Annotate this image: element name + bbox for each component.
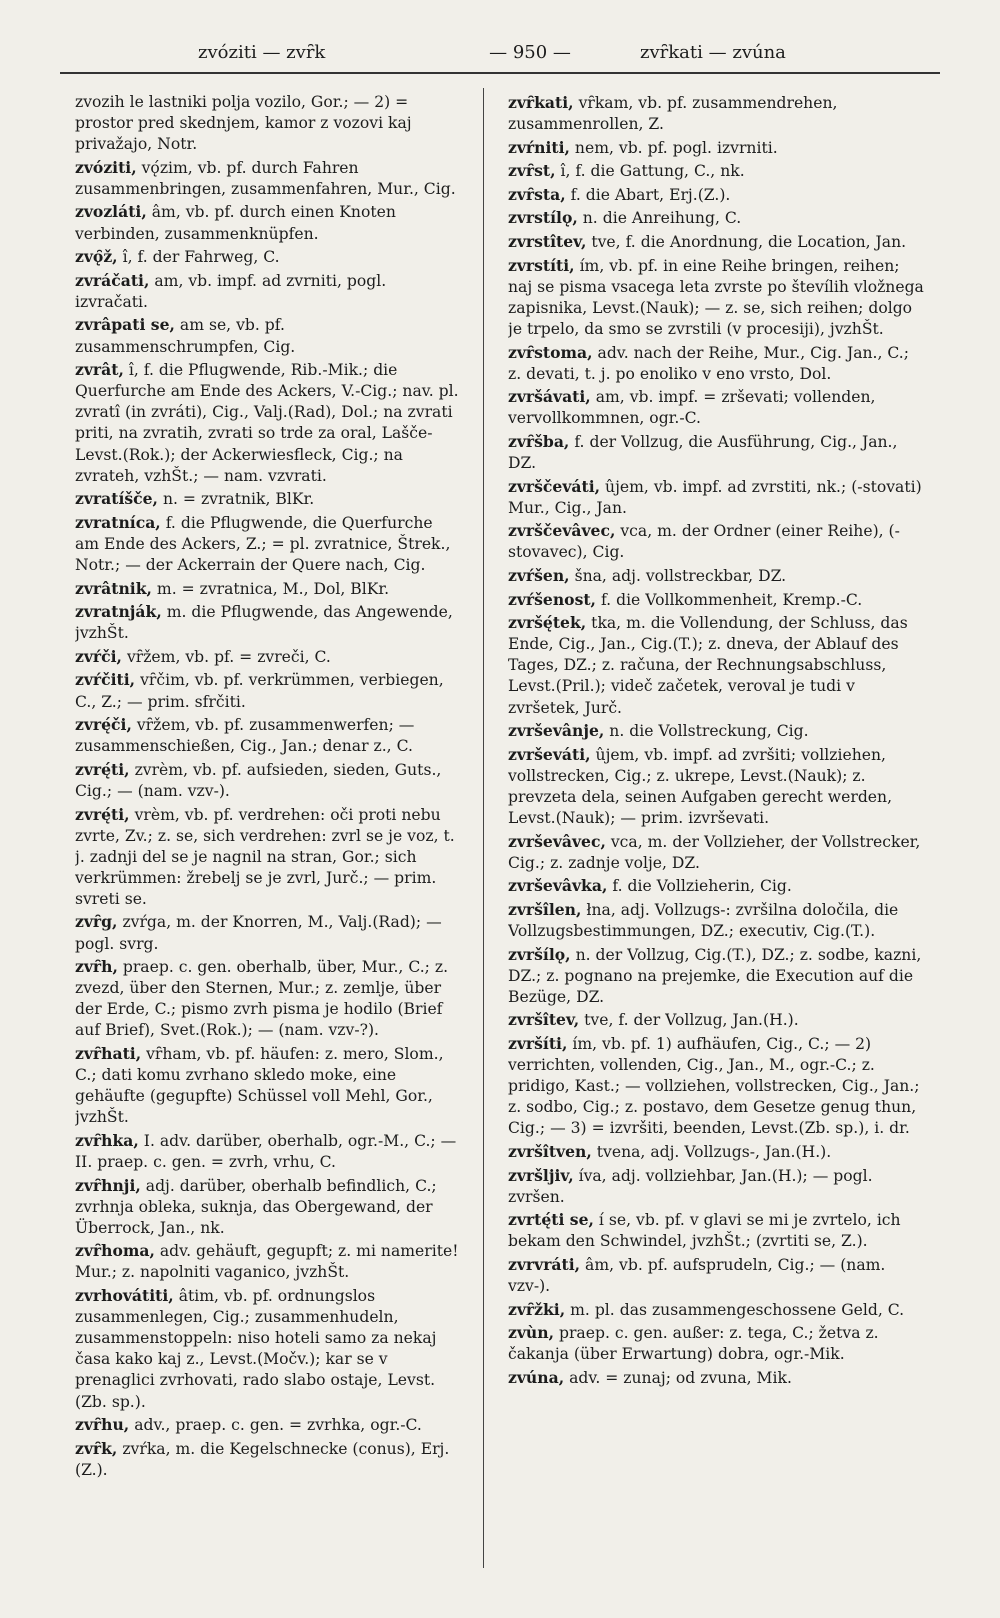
dictionary-entry: [75, 246, 461, 268]
left-column: [75, 92, 461, 1597]
entry-definition: zvrèm, vb. pf. aufsieden, sieden, Guts., Cig.; — (nam. vzv-).: [75, 760, 442, 800]
entry-definition: ı̂, f. der Fahrweg, C.: [122, 248, 280, 267]
dictionary-entry: [508, 431, 924, 474]
entry-headword: zvráčati,: [75, 270, 150, 290]
entry-definition: âm, vb. pf. aufsprudeln, Cig.; — (nam. vzv-).: [508, 1255, 886, 1295]
header-left-guideword: zvóziti — zvȓk: [198, 42, 326, 63]
dictionary-entry: [508, 589, 924, 611]
dictionary-entry: [75, 359, 461, 487]
dictionary-entry: [508, 1254, 924, 1297]
dictionary-entry: [75, 201, 461, 244]
entry-headword: zvršîtven,: [508, 1141, 592, 1161]
dictionary-entry: [508, 160, 924, 182]
entry-headword: zvȓhu,: [75, 1415, 130, 1435]
entry-definition: I. adv. darüber, oberhalb, ogr.-M., C.; — II. praep. c. gen. = zvrh, vrhu, C.: [75, 1131, 457, 1171]
entry-headword: zvŕniti,: [508, 137, 570, 157]
dictionary-entry: [508, 255, 924, 340]
entry-definition: am, vb. impf. = zrševati; vollenden, vervollkommnen, ogr.-C.: [508, 388, 876, 428]
entry-headword: zvrševâvka,: [508, 876, 608, 896]
page-number: — 950 —: [489, 42, 571, 63]
dictionary-entry: [508, 386, 924, 429]
entry-headword: zvȓsta,: [508, 184, 566, 204]
entry-headword: zvrščevâvec,: [508, 521, 616, 541]
header-right-guideword: zvȓkati — zvúna: [640, 42, 786, 63]
entry-definition: adv., praep. c. gen. = zvrhka, ogr.-C.: [134, 1416, 422, 1435]
dictionary-entry: [508, 92, 924, 135]
entry-definition: ím, vb. pf. 1) aufhäufen, Cig., C.; — 2) verrichten, vollenden, Cig., Jan., M., ogr.-C.; z. pridigo, Kast.; — vollziehen, vollstrecken, Cig., Jan.; z. sodbo, Cig.; z. postavo, dem Gesetze genug thun, Cig.; — 3) = izvršiti, beenden, Levst.(Zb. sp.), i. dr.: [508, 1034, 920, 1138]
dictionary-entry: [75, 314, 461, 357]
entry-headword: zvršílǫ,: [508, 944, 571, 964]
dictionary-entry: [75, 646, 461, 668]
entry-definition: âm, vb. pf. durch einen Knoten verbinden, zusammenknüpfen.: [75, 203, 396, 243]
dictionary-entry: [508, 137, 924, 159]
entry-definition: f. die Vollzieherin, Cig.: [612, 877, 792, 896]
entry-headword: zvŕčiti,: [75, 670, 136, 690]
entry-definition: vca, m. der Vollzieher, der Vollstrecker, Cig.; z. zadnje volje, DZ.: [508, 832, 921, 872]
entry-headword: zvȓh,: [75, 957, 118, 977]
column-divider: [483, 88, 484, 1568]
dictionary-entry: [508, 1009, 924, 1031]
entry-headword: zvršíti,: [508, 1033, 568, 1053]
entry-definition: šna, adj. vollstreckbar, DZ.: [574, 566, 787, 585]
entry-definition: tka, m. die Vollendung, der Schluss, das Ende, Cig., Jan., Cig.(T.); z. dneva, der Ablauf des Tages, DZ.; z. računa, der Rechnungsabschluss, Levst.(Pril.); videč začetek, veroval je tudi v zvršetek, Jurč.: [508, 614, 908, 717]
entry-definition: n. der Vollzug, Cig.(T.), DZ.; z. sodbe, kazni, DZ.; z. pognano na prejemke, die Execution auf die Bezüge, DZ.: [508, 945, 922, 1006]
dictionary-entry: [75, 1130, 461, 1173]
dictionary-entry: [75, 1438, 461, 1481]
entry-definition: zvŕka, m. die Kegelschnecke (conus), Erj.(Z.).: [75, 1439, 450, 1479]
dictionary-entry: [508, 1209, 924, 1252]
entry-definition: vȓžem, vb. pf. = zvreči, C.: [126, 647, 331, 666]
entry-headword: zvrstîtev,: [508, 232, 587, 252]
entry-definition: ı̂, f. die Gattung, C., nk.: [560, 162, 745, 181]
entry-headword: zvrhovátiti,: [75, 1286, 174, 1306]
dictionary-entry: [508, 831, 924, 874]
dictionary-entry: [508, 875, 924, 897]
entry-headword: zvóziti,: [75, 157, 137, 177]
entry-definition: zvŕga, m. der Knorren, M., Valj.(Rad); — pogl. svrg.: [75, 913, 442, 953]
entry-headword: zvǫ̑ž,: [75, 247, 118, 267]
dictionary-entry: [508, 565, 924, 587]
entry-headword: zvȓhka,: [75, 1130, 139, 1150]
dictionary-entry: [75, 1285, 461, 1413]
entry-definition: f. die Vollkommenheit, Kremp.-C.: [600, 590, 863, 609]
entry-definition: f. die Pflugwende, die Querfurche am Ende des Ackers, Z.; = pl. zvratnice, Štrek., Notr.; — der Ackerrain der Quere nach, Cig.: [75, 513, 451, 574]
entry-headword: zvŕči,: [75, 646, 122, 666]
dictionary-entry: [508, 720, 924, 742]
entry-definition: í se, vb. pf. v glavi se mi je zvrtelo, ich bekam den Schwindel, jvzhŠt.; (zvrtiti se, Z.).: [508, 1211, 901, 1251]
dictionary-entry: [75, 270, 461, 313]
dictionary-entry: [508, 231, 924, 253]
dictionary-entry: [508, 899, 924, 942]
entry-headword: zvršljiv,: [508, 1165, 574, 1185]
entry-headword: zvȓg,: [75, 912, 118, 932]
entry-headword: zvrščeváti,: [508, 476, 601, 496]
entry-definition: f. die Abart, Erj.(Z.).: [570, 185, 731, 204]
dictionary-entry: [508, 1141, 924, 1163]
entry-headword: zvrševânje,: [508, 721, 605, 741]
entry-definition: łna, adj. Vollzugs-: zvršilna določila, die Vollzugsbestimmungen, DZ.; executiv, Cig.(T.).: [508, 900, 899, 940]
entry-headword: zvozláti,: [75, 202, 147, 222]
entry-definition: adj. darüber, oberhalb befindlich, C.; zvrhnja obleka, suknja, das Obergewand, der Überrock, Jan., nk.: [75, 1176, 437, 1237]
dictionary-entry: [508, 1299, 924, 1321]
entry-headword: zvrtę́ti se,: [508, 1210, 594, 1230]
entry-headword: zvrvráti,: [508, 1254, 581, 1274]
dictionary-entry: [508, 944, 924, 1008]
dictionary-entry: [508, 1033, 924, 1139]
dictionary-entry: [508, 612, 924, 718]
entry-headword: zvratnják,: [75, 602, 162, 622]
entry-headword: zvrę́či,: [75, 715, 132, 735]
dictionary-entry: [75, 92, 461, 155]
entry-definition: m. pl. das zusammengeschossene Geld, C.: [570, 1300, 905, 1319]
right-column: [508, 92, 924, 1597]
entry-headword: zvȓk,: [75, 1438, 118, 1458]
entry-headword: zvȓkati,: [508, 93, 574, 112]
entry-headword: zvȓžki,: [508, 1299, 566, 1319]
entry-definition: vǫ́zim, vb. pf. durch Fahren zusammenbringen, zusammenfahren, Mur., Cig.: [75, 158, 456, 198]
entry-definition: am se, vb. pf. zusammenschrumpfen, Cig.: [75, 316, 296, 356]
dictionary-entry: [75, 488, 461, 510]
entry-definition: vȓkam, vb. pf. zusammendrehen, zusammenrollen, Z.: [508, 94, 838, 134]
entry-definition: vca, m. der Ordner (einer Reihe), (-stovavec), Cig.: [508, 522, 900, 562]
entry-definition: ím, vb. pf. in eine Reihe bringen, reihen; naj se pisma vsacega leta zvrste po števílih vložnega zapisnika, Levst.(Nauk); — z. se, sich reihen; dolgo je trpelo, da smo se zvrstili (v procesiji), jvzhŠt.: [508, 256, 924, 338]
entry-headword: zvršîtev,: [508, 1010, 580, 1030]
entry-headword: zvúna,: [508, 1367, 565, 1387]
entry-headword: zvrâtnik,: [75, 578, 152, 598]
entry-headword: zvrâpati se,: [75, 315, 175, 335]
entry-headword: zvȓšba,: [508, 431, 570, 451]
entry-definition: tve, f. der Vollzug, Jan.(H.).: [584, 1011, 799, 1030]
entry-definition: n. die Vollstreckung, Cig.: [609, 722, 809, 741]
dictionary-entry: [75, 1240, 461, 1283]
entry-definition: praep. c. gen. oberhalb, über, Mur., C.; z. zvezd, über den Sternen, Mur.; z. zemlje, über der Erde, C.; pismo zvrh pisma je hodilo (Brief auf Brief), Svet.(Rok.); — (nam. vzv-?).: [75, 958, 449, 1040]
entry-headword: zvŕšenost,: [508, 589, 596, 609]
entry-headword: zvršávati,: [508, 387, 591, 407]
dictionary-entry: [508, 744, 924, 829]
dictionary-entry: [75, 157, 461, 200]
entry-definition: tve, f. die Anordnung, die Location, Jan.: [591, 233, 907, 252]
dictionary-entry: [75, 804, 461, 910]
entry-definition: vrèm, vb. pf. verdrehen: oči proti nebu zvrte, Zv.; z. se, sich verdrehen: zvrl se je voz, t. j. zadnji del se je nagnil na stran, Gor.; sich verkrümmen: žrebelj se je zvrl, Jurč.; — prim. svreti se.: [75, 805, 455, 908]
dictionary-entry: [508, 1367, 924, 1389]
entry-headword: zvȓhnji,: [75, 1175, 141, 1195]
entry-headword: zvȓst,: [508, 161, 556, 181]
dictionary-entry: [75, 1414, 461, 1436]
dictionary-entry: [75, 601, 461, 644]
entry-definition: âtim, vb. pf. ordnungslos zusammenlegen, Cig.; zusammenhudeln, zusammenstoppeln: niso hoteli samo za nekaj časa kako kaj z., Levst.(Močv.); kar se v prenaglici zvrhovati, rado slabo ostaje, Levst.(Zb. sp.).: [75, 1287, 437, 1411]
dictionary-entry: [508, 520, 924, 563]
entry-headword: zvratníca,: [75, 512, 161, 532]
entry-headword: zvrę́ti,: [75, 804, 130, 824]
dictionary-entry: [508, 1165, 924, 1208]
dictionary-entry: [75, 956, 461, 1041]
dictionary-entry: [75, 669, 461, 712]
dictionary-entry: [75, 578, 461, 600]
entry-headword: zvrę́ti,: [75, 759, 130, 779]
dictionary-entry: [75, 1175, 461, 1239]
dictionary-entry: [508, 476, 924, 519]
dictionary-entry: [508, 184, 924, 206]
entry-definition: f. der Vollzug, die Ausführung, Cig., Jan., DZ.: [508, 432, 898, 472]
entry-definition: vȓčim, vb. pf. verkrümmen, verbiegen, C., Z.; — prim. sfrčiti.: [75, 671, 444, 711]
entry-definition: m. = zvratnica, M., Dol, BlKr.: [156, 579, 390, 598]
entry-definition: am, vb. impf. ad zvrniti, pogl. izvračati.: [75, 271, 387, 311]
entry-definition: adv. gehäuft, gegupft; z. mi namerite! Mur.; z. napolniti vaganico, jvzhŠt.: [75, 1242, 459, 1282]
entry-headword: zvŕšen,: [508, 565, 570, 585]
entry-headword: zvrstílǫ,: [508, 208, 578, 228]
entry-definition: n. die Anreihung, C.: [582, 209, 742, 228]
entry-definition: ûjem, vb. impf. ad zvršiti; vollziehen, vollstrecken, Cig.; z. ukrepe, Levst.(Nauk); z. prevzeta dela, seinen Aufgaben gerecht werden, Levst.(Nauk); — prim. izvrševati.: [508, 745, 893, 827]
entry-definition: m. die Pflugwende, das Angewende, jvzhŠt.: [75, 603, 453, 643]
entry-headword: zvršîlen,: [508, 899, 582, 919]
entry-definition: adv. = zunaj; od zvuna, Mik.: [569, 1368, 792, 1387]
dictionary-entry: [75, 714, 461, 757]
entry-headword: zvrât,: [75, 360, 124, 380]
entry-definition: tvena, adj. Vollzugs-, Jan.(H.).: [596, 1142, 832, 1161]
entry-headword: zvrševâvec,: [508, 831, 606, 851]
dictionary-entry: [508, 342, 924, 385]
entry-headword: zvratíšče,: [75, 489, 158, 509]
entry-headword: zvùn,: [508, 1323, 555, 1343]
entry-headword: zvršę́tek,: [508, 613, 587, 633]
entry-definition: n. = zvratnik, BlKr.: [162, 490, 315, 509]
entry-definition: vȓžem, vb. pf. zusammenwerfen; — zusammenschießen, Cig., Jan.; denar z., C.: [75, 716, 415, 756]
dictionary-entry: [75, 911, 461, 954]
entry-headword: zvrstíti,: [508, 255, 575, 275]
entry-definition: ı̂, f. die Pflugwende, Rib.-Mik.; die Querfurche am Ende des Ackers, V.-Cig.; nav. pl. zvratî (in zvráti), Cig., Valj.(Rad), Dol.; na zvrati priti, na zvratih, zvrati so trde za oral, Lašče-Levst.(Rok.); der Ackerwiesfleck, Cig.; na zvrateh, vzhŠt.; — nam. vzvrati.: [75, 361, 459, 485]
entry-headword: zvȓstoma,: [508, 342, 593, 362]
entry-definition: íva, adj. vollziehbar, Jan.(H.); — pogl. zvršen.: [508, 1166, 873, 1206]
entry-definition: nem, vb. pf. pogl. izvrniti.: [574, 138, 778, 157]
entry-definition: vȓham, vb. pf. häufen: z. mero, Slom., C.; dati komu zvrhano skledo moke, eine gehäufte (gegupfte) Schüssel voll Mehl, Gor., jvzhŠt.: [75, 1045, 444, 1127]
dictionary-entry: [508, 207, 924, 229]
page-header: [60, 38, 940, 74]
entry-definition: zvozih le lastniki polja vozilo, Gor.; — 2) = prostor pred skednjem, kamor z vozovi kaj privažajo, Notr.: [75, 93, 412, 154]
entry-headword: zvȓhati,: [75, 1044, 142, 1064]
dictionary-entry: [508, 1322, 924, 1365]
entry-definition: ûjem, vb. impf. ad zvrstiti, nk.; (-stovati) Mur., Cig., Jan.: [508, 477, 922, 517]
entry-headword: zvrševáti,: [508, 744, 591, 764]
dictionary-entry: [75, 759, 461, 802]
entry-definition: adv. nach der Reihe, Mur., Cig. Jan., C.; z. devati, t. j. po enoliko v eno vrsto, Dol.: [508, 343, 910, 383]
dictionary-entry: [75, 1043, 461, 1128]
entry-headword: zvȓhoma,: [75, 1241, 155, 1261]
dictionary-entry: [75, 512, 461, 576]
entry-definition: praep. c. gen. außer: z. tega, C.; žetva z. čakanja (über Erwartung) dobra, ogr.-Mik.: [508, 1324, 879, 1364]
